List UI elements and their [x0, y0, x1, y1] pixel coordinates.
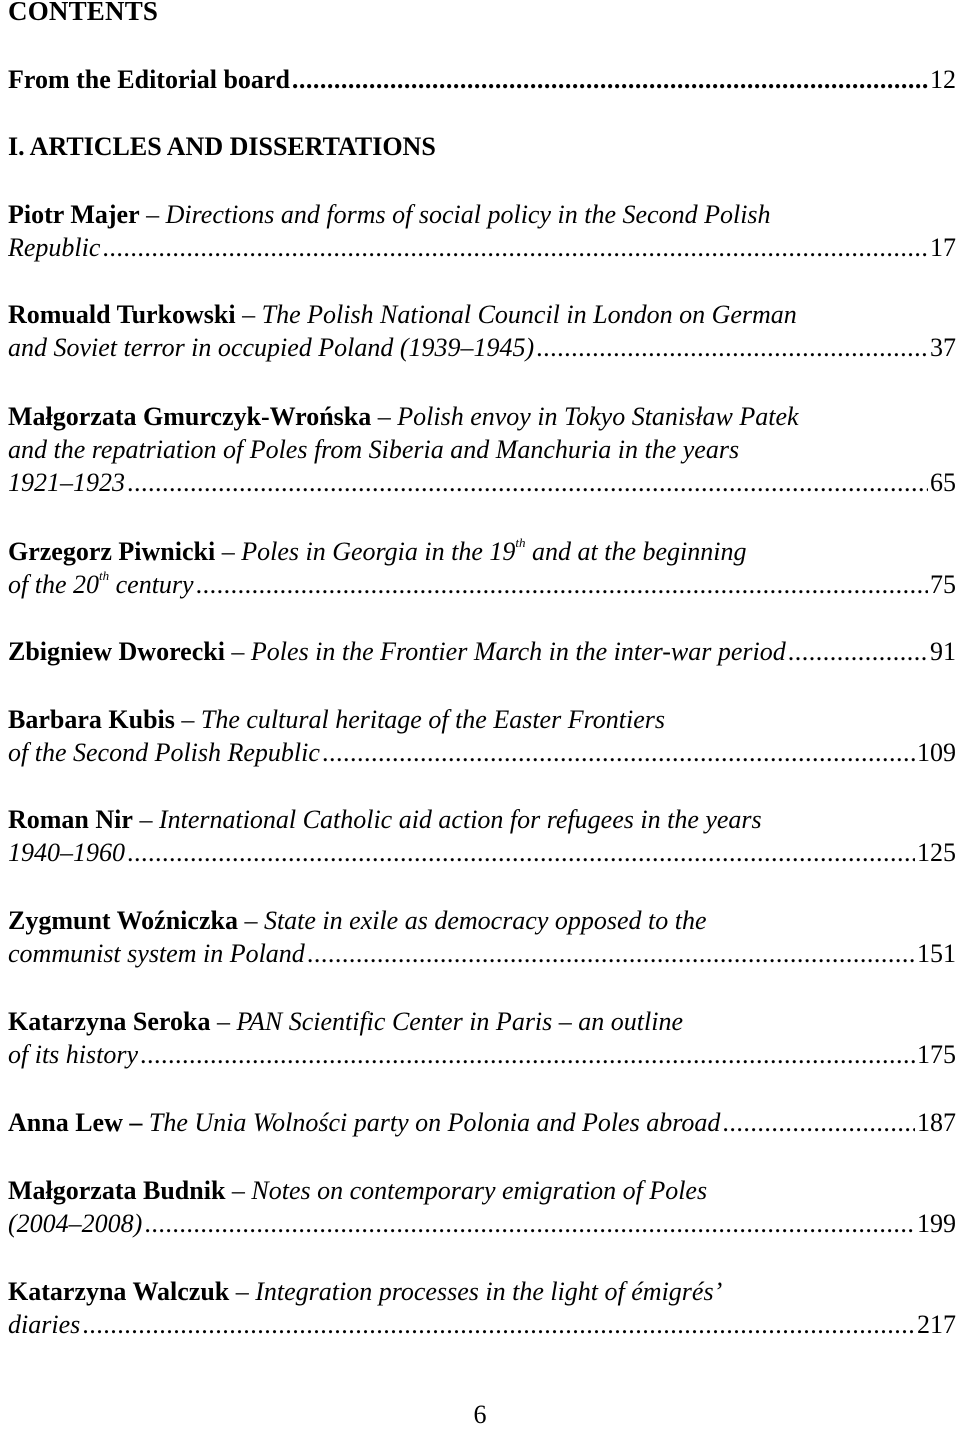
- page-number: 75: [930, 570, 956, 599]
- entry-author: Zygmunt Woźniczka: [8, 906, 238, 935]
- leader-dots: [196, 568, 928, 601]
- entry-author: Katarzyna Seroka: [8, 1007, 211, 1036]
- leader-dots: [292, 63, 928, 96]
- entry-title-cont: and Soviet terror in occupied Poland (1939–1945): [8, 333, 535, 362]
- leader-dots: [722, 1106, 915, 1139]
- leader-dots: [82, 1308, 915, 1341]
- entry-title-cont: and the repatriation of Poles from Siberia and Manchuria in the years: [8, 435, 740, 464]
- entry-dash: –: [139, 200, 166, 229]
- entry-title: The Polish National Council in London on German: [261, 300, 797, 329]
- entry-author: Zbigniew Dworecki: [8, 637, 225, 666]
- entry-dash: –: [132, 805, 159, 834]
- entry-title: The cultural heritage of the Easter Frontiers: [200, 705, 665, 734]
- entry-title-cont: century: [109, 570, 194, 599]
- entry-title: The Unia Wolności party on Polonia and Poles abroad: [148, 1108, 721, 1137]
- toc-entry[interactable]: [8, 703, 956, 769]
- entry-title: Polish envoy in Tokyo Stanisław Patek: [397, 402, 799, 431]
- entry-title: Poles in the Frontier March in the inter-war period: [250, 637, 786, 666]
- entry-title-cont: diaries: [8, 1310, 81, 1339]
- entry-title: Integration processes in the light of émigrés’: [255, 1277, 723, 1306]
- entry-dash: –: [371, 402, 398, 431]
- leader-dots: [127, 466, 928, 499]
- toc-entry[interactable]: [8, 1106, 956, 1139]
- toc-entry[interactable]: [8, 198, 956, 264]
- entry-author: Romuald Turkowski: [8, 300, 236, 329]
- entry-title-cont: (2004–2008): [8, 1209, 143, 1238]
- superscript: th: [99, 568, 110, 583]
- entry-title-cont: communist system in Poland: [8, 939, 305, 968]
- leader-dots: [102, 231, 928, 264]
- leader-dots: [144, 1207, 915, 1240]
- entry-author: Grzegorz Piwnicki: [8, 537, 216, 566]
- page-number: 175: [917, 1040, 956, 1069]
- entry-dash: –: [225, 1176, 252, 1205]
- leader-dots: [307, 937, 915, 970]
- entry-title: State in exile as democracy opposed to the: [263, 906, 707, 935]
- entry-title: From the Editorial board: [8, 65, 290, 94]
- leader-dots: [140, 1038, 915, 1071]
- leader-dots: [536, 331, 928, 364]
- entry-author: Małgorzata Budnik: [8, 1176, 226, 1205]
- toc-entry[interactable]: [8, 803, 956, 869]
- entry-title-cont: of the Second Polish Republic: [8, 738, 320, 767]
- section-heading: [8, 130, 956, 163]
- leader-dots: [127, 836, 915, 869]
- section-title: I. ARTICLES AND DISSERTATIONS: [8, 132, 436, 161]
- page-number: 151: [917, 939, 956, 968]
- toc-entry[interactable]: [8, 1174, 956, 1240]
- toc-entry[interactable]: [8, 535, 956, 601]
- toc-entry[interactable]: [8, 904, 956, 970]
- entry-title-cont: 1921–1923: [8, 468, 125, 497]
- page-number: 17: [930, 233, 956, 262]
- toc-entry[interactable]: [8, 1275, 956, 1341]
- toc-entry[interactable]: [8, 400, 956, 499]
- entry-dash: –: [235, 300, 262, 329]
- entry-dash: –: [229, 1277, 256, 1306]
- leader-dots: [788, 635, 928, 668]
- toc-entry-editorial[interactable]: [8, 63, 956, 96]
- page-number: 12: [930, 65, 956, 94]
- leader-dots: [322, 736, 915, 769]
- entry-dash: –: [215, 537, 242, 566]
- entry-author: Roman Nir: [8, 805, 133, 834]
- entry-dash: –: [210, 1007, 237, 1036]
- page-number: 187: [917, 1108, 956, 1137]
- entry-title: Poles in Georgia in the 19: [241, 537, 516, 566]
- page-number: 65: [930, 468, 956, 497]
- entry-title-cont: of its history: [8, 1040, 139, 1069]
- entry-author: Barbara Kubis: [8, 705, 175, 734]
- page-number: 109: [917, 738, 956, 767]
- entry-title: International Catholic aid action for refugees in the years: [158, 805, 762, 834]
- entry-author: Katarzyna Walczuk: [8, 1277, 230, 1306]
- entry-title-cont: of the 20: [8, 570, 99, 599]
- entry-dash: –: [122, 1108, 149, 1137]
- page-number: 91: [930, 637, 956, 666]
- entry-title: Notes on contemporary emigration of Poles: [251, 1176, 708, 1205]
- page-number: 199: [917, 1209, 956, 1238]
- page-folio: 6: [473, 1400, 487, 1429]
- entry-dash: –: [174, 705, 201, 734]
- page-number: 217: [917, 1310, 956, 1339]
- toc-entry[interactable]: [8, 1005, 956, 1071]
- entry-title: Directions and forms of social policy in the Second Polish: [165, 200, 771, 229]
- entry-author: Małgorzata Gmurczyk-Wrońska: [8, 402, 372, 431]
- entry-author: Anna Lew: [8, 1108, 123, 1137]
- entry-title-cont: 1940–1960: [8, 838, 125, 867]
- page-number: 37: [930, 333, 956, 362]
- entry-title: PAN Scientific Center in Paris – an outline: [236, 1007, 683, 1036]
- entry-dash: –: [237, 906, 264, 935]
- page-number: 125: [917, 838, 956, 867]
- contents-heading: CONTENTS: [8, 0, 159, 26]
- entry-title: and at the beginning: [525, 537, 747, 566]
- entry-dash: –: [224, 637, 251, 666]
- toc-entry[interactable]: [8, 298, 956, 364]
- entry-author: Piotr Majer: [8, 200, 140, 229]
- entry-title-cont: Republic: [8, 233, 101, 262]
- toc-entry[interactable]: [8, 635, 956, 668]
- superscript: th: [515, 535, 526, 550]
